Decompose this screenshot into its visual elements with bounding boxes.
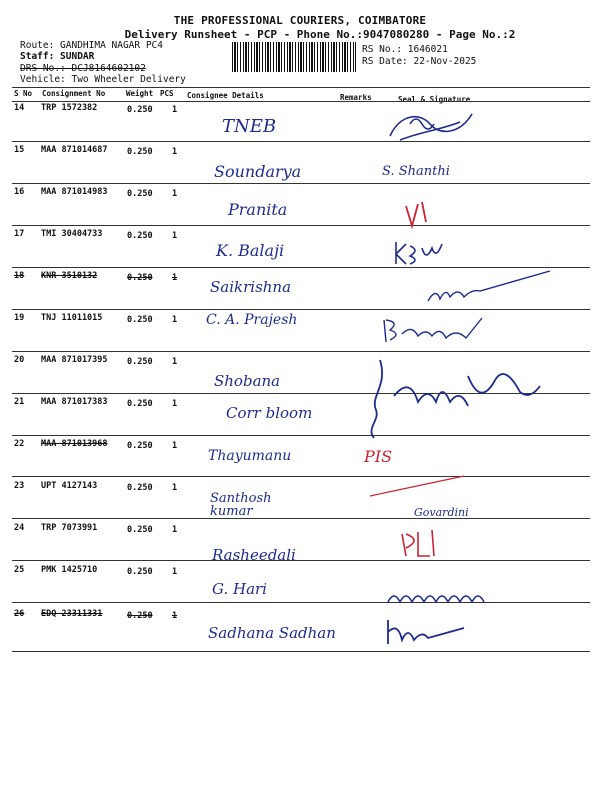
row-pcs: 1 [172,315,178,325]
col-consignee: Consignee Details [187,91,264,100]
signature-scribble-20-21 [360,356,560,440]
route-label: Route: GANDHIMA NAGAR PC4 [20,40,163,51]
signature-scribble-24 [396,526,446,562]
receiver-signature-text: S. Shanthi [382,164,450,179]
consignee-handwritten: Rasheedali [212,546,296,564]
row-consignment: MAA 871014687 [41,145,108,155]
drs-number: DRS No.: DCJ8164602102 [20,63,146,74]
row-sno: 17 [14,229,25,239]
signature-scribble-14 [380,104,480,148]
table-bottom-rule [12,651,590,652]
runsheet-subtitle: Delivery Runsheet - PCP - Phone No.:9047080280 - Page No.:2 [124,28,516,41]
row-consignment: TRP 7073991 [41,523,98,533]
receiver-signature-text: Govardini [414,506,469,519]
row-consignment: TRP 1572382 [41,103,98,113]
consignee-handwritten: Thayumanu [208,448,292,464]
row-sno: 23 [14,481,25,491]
row-pcs: 1 [172,147,178,157]
header-bottom-rule [12,101,590,102]
row-consignment: MAA 871013968 [41,439,108,449]
consignee-handwritten: Soundarya [214,162,302,181]
row-weight: 0.250 [127,567,153,577]
signature-scribble-17 [390,238,450,268]
row-sno: 19 [14,313,25,323]
row-sno: 24 [14,523,25,533]
row-rule [12,518,590,519]
row-weight: 0.250 [127,315,153,325]
consignee-handwritten: Shobana [214,372,281,390]
rs-number: RS No.: 1646021 [362,44,448,55]
row-consignment: MAA 871017383 [41,397,108,407]
consignee-handwritten: G. Hari [212,580,267,598]
col-pcs: PCS [160,89,174,98]
consignee-handwritten: C. A. Prajesh [206,312,298,328]
row-weight: 0.250 [127,611,153,621]
row-pcs: 1 [172,357,178,367]
row-consignment: KNR 3510132 [41,271,98,281]
row-sno: 15 [14,145,25,155]
row-sno: 21 [14,397,25,407]
col-consignment: Consignment No [42,89,106,98]
consignee-handwritten: Saikrishna [210,278,292,296]
consignee-handwritten: K. Balaji [216,241,285,260]
row-weight: 0.250 [127,399,153,409]
row-pcs: 1 [172,105,178,115]
consignee-handwritten: Corr bloom [226,404,313,422]
row-weight: 0.250 [127,189,153,199]
row-sno: 16 [14,187,25,197]
row-weight: 0.250 [127,483,153,493]
row-consignment: MAA 871014983 [41,187,108,197]
row-pcs: 1 [172,525,178,535]
row-pcs: 1 [172,399,178,409]
row-consignment: MAA 871017395 [41,355,108,365]
row-weight: 0.250 [127,525,153,535]
row-pcs: 1 [172,567,178,577]
consignee-handwritten: Pranita [228,200,288,219]
signature-scribble-16 [400,198,440,232]
row-weight: 0.250 [127,357,153,367]
row-weight: 0.250 [127,441,153,451]
company-title: THE PROFESSIONAL COURIERS, COIMBATORE [173,14,427,27]
row-sno: 25 [14,565,25,575]
row-weight: 0.250 [127,147,153,157]
remark-pis: PIS [364,447,393,466]
staff-label: Staff: SUNDAR [20,51,95,62]
row-rule [12,560,590,561]
header-top-rule [12,87,590,88]
row-pcs: 1 [172,483,178,493]
row-pcs: 1 [172,273,178,283]
row-consignment: PMK 1425710 [41,565,98,575]
row-rule [12,141,590,142]
rs-date: RS Date: 22-Nov-2025 [362,56,477,67]
barcode [232,42,356,72]
col-sno: S No [14,89,33,98]
row-rule [12,476,590,477]
row-sno: 26 [14,609,25,619]
row-rule [12,183,590,184]
row-consignment: TMI 30404733 [41,229,103,239]
signature-scribble-25 [382,586,512,610]
row-weight: 0.250 [127,273,153,283]
row-pcs: 1 [172,611,178,621]
signature-scribble-26 [380,614,470,650]
vehicle-label: Vehicle: Two Wheeler Delivery [20,74,186,85]
row-consignment: EDQ 23311331 [41,609,103,619]
row-sno: 20 [14,355,25,365]
consignee-handwritten: TNEB [222,116,277,137]
row-consignment: TNJ 11011015 [41,313,103,323]
consignee-handwritten: Santhosh kumar [210,491,272,519]
col-seal: Seal & Signature [398,95,471,104]
row-pcs: 1 [172,189,178,199]
row-rule [12,225,590,226]
row-sno: 14 [14,103,25,113]
row-sno: 22 [14,439,25,449]
row-weight: 0.250 [127,231,153,241]
consignee-handwritten: Sadhana Sadhan [208,624,336,642]
col-remarks: Remarks [340,93,372,102]
row-pcs: 1 [172,441,178,451]
row-rule [12,351,590,352]
row-weight: 0.250 [127,105,153,115]
row-sno: 18 [14,271,25,281]
row-consignment: UPT 4127143 [41,481,98,491]
col-weight: Weight [126,89,154,98]
signature-scribble-19 [378,314,488,350]
signature-scribble-22 [364,472,474,502]
row-pcs: 1 [172,231,178,241]
signature-scribble-18 [410,265,560,311]
